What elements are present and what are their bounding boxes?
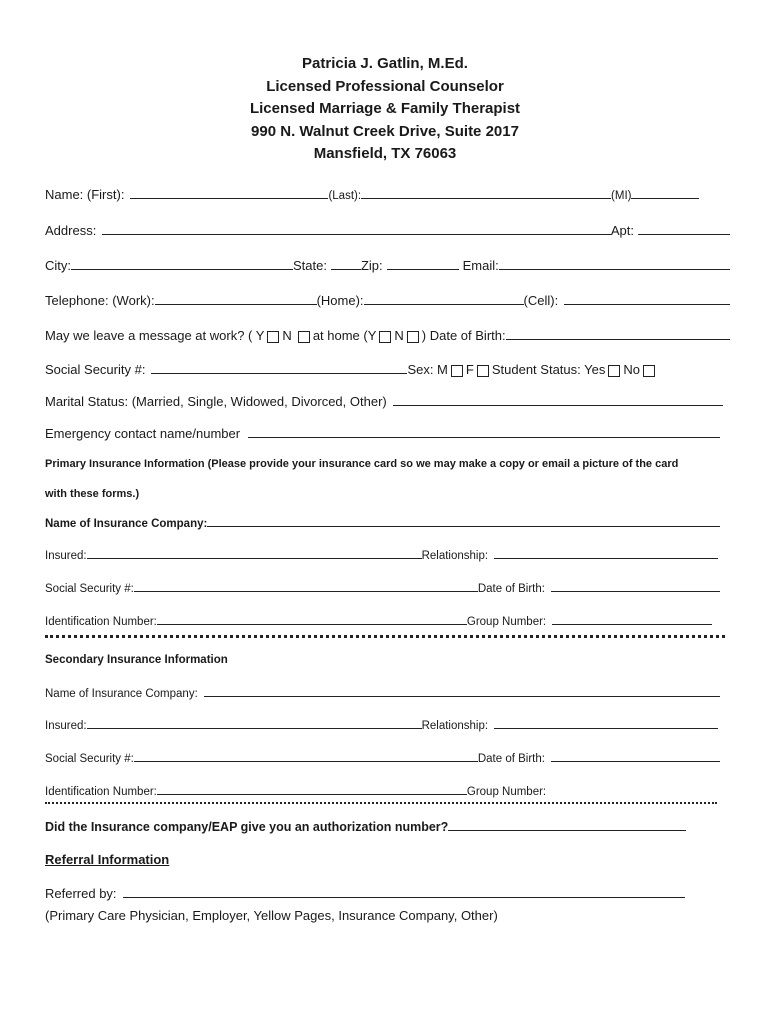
referral-options: (Primary Care Physician, Employer, Yellow Pages, Insurance Company, Other)	[45, 908, 498, 923]
first-name-label: Name: (First):	[45, 187, 125, 202]
primary-group-label: Group Number:	[466, 616, 547, 628]
secondary-id-field[interactable]	[157, 794, 467, 795]
secondary-group-label: Group Number:	[466, 786, 547, 798]
zip-label: Zip:	[360, 258, 383, 273]
sex-label: Sex: M	[407, 362, 448, 377]
secondary-dob-label: Date of Birth:	[477, 753, 545, 765]
address-label: Address:	[45, 223, 97, 238]
secondary-company-row	[45, 688, 730, 700]
provider-address: 990 N. Walnut Creek Drive, Suite 2017	[251, 122, 519, 140]
provider-title-2: Licensed Marriage & Family Therapist	[249, 100, 521, 117]
sex-f-checkbox[interactable]	[477, 365, 489, 377]
provider-city: Mansfield, TX 76063	[313, 145, 457, 162]
home-no-checkbox[interactable]	[407, 331, 419, 343]
ssn-row	[45, 362, 730, 377]
message-home-label: at home (Y	[312, 328, 377, 343]
mi-label: (MI)	[611, 190, 632, 202]
primary-insurance-heading-2: with these forms.)	[45, 488, 140, 500]
work-phone-label: Telephone: (Work):	[45, 293, 155, 308]
secondary-id-row	[45, 786, 730, 798]
student-label: Student Status: Yes	[491, 362, 606, 377]
secondary-relationship-label: Relationship:	[421, 720, 489, 732]
secondary-insurance-heading: Secondary Insurance Information	[45, 654, 228, 666]
authorization-row	[45, 820, 730, 834]
sex-f-label: F	[465, 362, 474, 377]
secondary-insured-label: Insured:	[45, 720, 87, 732]
mi-field[interactable]	[631, 198, 699, 199]
primary-dob-field[interactable]	[551, 591, 720, 592]
secondary-relationship-field[interactable]	[494, 728, 718, 729]
city-field[interactable]	[71, 269, 293, 270]
primary-id-row	[45, 616, 730, 628]
email-label: Email:	[462, 258, 499, 273]
email-field[interactable]	[499, 269, 730, 270]
emergency-label: Emergency contact name/number	[45, 426, 241, 441]
student-no-label: No	[623, 362, 640, 377]
work-no-checkbox[interactable]	[298, 331, 310, 343]
state-label: State:	[293, 258, 327, 273]
secondary-ssn-label: Social Security #:	[45, 753, 134, 765]
home-yes-checkbox[interactable]	[379, 331, 391, 343]
referred-by-label: Referred by:	[45, 886, 117, 901]
work-yes-checkbox[interactable]	[267, 331, 279, 343]
home-phone-label: (Home):	[316, 293, 364, 308]
apt-label: Apt:	[610, 223, 634, 238]
secondary-company-label: Name of Insurance Company:	[45, 688, 198, 700]
primary-insured-row	[45, 550, 730, 562]
secondary-heading-row	[45, 654, 730, 666]
last-name-label: (Last):	[328, 190, 362, 202]
primary-ssn-label: Social Security #:	[45, 583, 134, 595]
home-no-label: N	[394, 328, 404, 343]
sex-m-checkbox[interactable]	[451, 365, 463, 377]
primary-group-field[interactable]	[552, 624, 712, 625]
zip-field[interactable]	[387, 269, 459, 270]
secondary-ssn-row	[45, 753, 730, 765]
state-field[interactable]	[331, 269, 361, 270]
secondary-insured-row	[45, 720, 730, 732]
primary-ssn-row	[45, 583, 730, 595]
marital-field[interactable]	[393, 405, 723, 406]
cell-phone-label: (Cell):	[523, 293, 559, 308]
primary-heading-row	[45, 458, 730, 470]
primary-relationship-label: Relationship:	[421, 550, 489, 562]
ssn-field[interactable]	[151, 373, 407, 374]
secondary-company-field[interactable]	[204, 696, 720, 697]
emergency-field[interactable]	[248, 437, 720, 438]
marital-row	[45, 394, 730, 409]
primary-company-label: Name of Insurance Company:	[45, 518, 208, 530]
primary-id-field[interactable]	[157, 624, 467, 625]
address-field[interactable]	[102, 234, 611, 235]
emergency-row	[45, 426, 730, 441]
city-label: City:	[45, 258, 71, 273]
work-no-label: N	[282, 328, 292, 343]
primary-relationship-field[interactable]	[494, 558, 718, 559]
dob-field[interactable]	[506, 339, 730, 340]
secondary-ssn-field[interactable]	[134, 761, 478, 762]
section-divider-2	[45, 802, 717, 804]
authorization-label: Did the Insurance company/EAP give you an authorization number?	[45, 820, 449, 834]
referred-by-row	[45, 886, 730, 901]
provider-title-1: Licensed Professional Counselor	[266, 77, 504, 95]
address-row	[45, 223, 730, 238]
primary-insured-label: Insured:	[45, 550, 87, 562]
name-row	[45, 187, 730, 202]
marital-label: Marital Status: (Married, Single, Widowed, Divorced, Other)	[45, 394, 387, 409]
telephone-row	[45, 293, 730, 308]
message-work-label: May we leave a message at work? ( Y	[45, 328, 265, 343]
letterhead	[0, 53, 770, 166]
dob-label: ) Date of Birth:	[421, 328, 506, 343]
primary-insurance-heading: Primary Insurance Information (Please provide your insurance card so we may make a copy or email a picture of the card	[45, 458, 679, 470]
authorization-field[interactable]	[448, 830, 686, 831]
referral-heading: Referral Information	[45, 852, 170, 867]
primary-ssn-field[interactable]	[134, 591, 478, 592]
first-name-field[interactable]	[130, 198, 328, 199]
primary-id-label: Identification Number:	[45, 616, 157, 628]
work-phone-field[interactable]	[155, 304, 317, 305]
cell-phone-field[interactable]	[564, 304, 730, 305]
city-row	[45, 258, 730, 273]
ssn-label: Social Security #:	[45, 362, 146, 377]
secondary-dob-field[interactable]	[551, 761, 720, 762]
student-no-checkbox[interactable]	[643, 365, 655, 377]
primary-company-row	[45, 518, 730, 530]
primary-dob-label: Date of Birth:	[477, 583, 545, 595]
referred-by-field[interactable]	[123, 897, 685, 898]
secondary-id-label: Identification Number:	[45, 786, 157, 798]
message-row	[45, 328, 730, 343]
primary-company-field[interactable]	[207, 526, 720, 527]
primary-heading-row-2	[45, 488, 730, 500]
referral-options-row	[45, 908, 730, 923]
primary-insured-field[interactable]	[87, 558, 422, 559]
referral-heading-row	[45, 852, 730, 867]
apt-field[interactable]	[638, 234, 730, 235]
student-yes-checkbox[interactable]	[608, 365, 620, 377]
home-phone-field[interactable]	[364, 304, 524, 305]
provider-name: Patricia J. Gatlin, M.Ed.	[302, 55, 468, 72]
secondary-insured-field[interactable]	[87, 728, 422, 729]
section-divider	[45, 635, 725, 638]
last-name-field[interactable]	[361, 198, 611, 199]
